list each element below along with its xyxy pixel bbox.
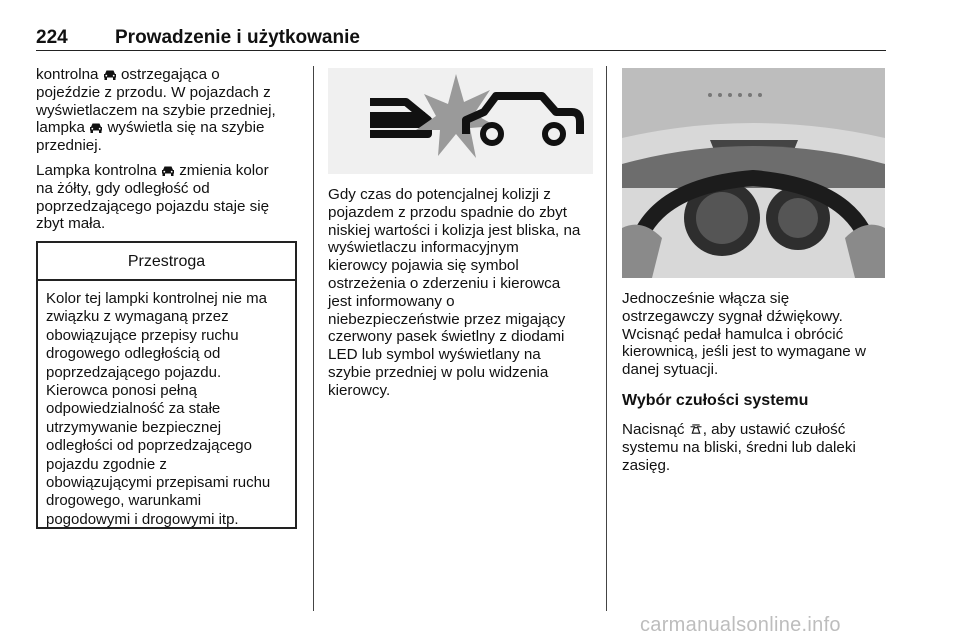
text-line: kierowcy pojawia się symbol <box>328 257 519 275</box>
car-front-icon <box>89 122 103 133</box>
text-line: ostrzeżenia o zderzeniu i kierowca <box>328 274 561 292</box>
collision-warning-figure <box>328 68 593 174</box>
caution-line: obowiązującymi przepisami ruchu <box>46 474 271 492</box>
text-line: kierownicą, jeśli jest to wymagane w <box>622 343 866 361</box>
right-column-text <box>622 290 892 474</box>
sensitivity-button-icon <box>689 424 703 435</box>
text-line: kierowcy. <box>328 381 391 399</box>
text-line: wyświetlaczu informacyjnym <box>328 239 519 257</box>
page-header <box>36 26 886 50</box>
text-line: niebezpieczeństwie przez migający <box>328 310 566 328</box>
paragraph-1: kontrolna ostrzegająca o pojeździe z przodu. W pojazdach z wyświetlaczem na szybie przedniej, lampka wyświetla się na szybie przedniej. <box>36 66 276 155</box>
dashboard-photo-icon <box>622 68 885 278</box>
column-divider-right <box>606 66 607 611</box>
caution-line: pogodowymi i drogowymi itp. <box>46 510 239 528</box>
section-subheading: Wybór czułości systemu <box>622 391 809 409</box>
middle-column-text <box>328 186 598 400</box>
caution-line: odległości od poprzedzającego <box>46 437 252 455</box>
caution-line: Kierowca ponosi pełną <box>46 382 197 400</box>
text-line: pojazdem z przodu spadnie do zbyt <box>328 203 567 221</box>
caution-line: poprzedzającego pojazdu. <box>46 363 222 381</box>
paragraph-2: Lampka kontrolna zmienia kolor na żółty, gdy odległość od poprzedzającego pojazdu staje się zbyt mała. <box>36 161 270 233</box>
watermark: carmanualsonline.info <box>640 614 841 636</box>
caution-text <box>46 290 296 529</box>
section-title: Prowadzenie i użytkowanie <box>115 27 360 48</box>
text-line: zasięg. <box>622 456 671 474</box>
header-divider <box>36 50 886 51</box>
caution-line: obowiązujące przepisy ruchu <box>46 326 239 344</box>
text-line: LED lub symbol wyświetlany na <box>328 346 541 364</box>
car-front-icon <box>161 165 175 176</box>
dashboard-figure <box>622 68 885 278</box>
text-line: Gdy czas do potencjalnej kolizji z <box>328 186 551 203</box>
caution-title: Przestroga <box>38 243 295 281</box>
text-line: Jednocześnie włącza się <box>622 290 790 307</box>
car-front-icon <box>103 69 117 80</box>
caution-line: odpowiedzialność za stałe <box>46 400 221 418</box>
left-column <box>36 66 306 233</box>
caution-line: drogowego, warunkami <box>46 492 202 510</box>
text-line: ostrzegawczy sygnał dźwiękowy. <box>622 307 843 325</box>
text-line: systemu na bliski, średni lub daleki <box>622 438 856 456</box>
text-line: Wcisnąć pedał hamulca i obrócić <box>622 325 844 343</box>
caution-line: związku z wymaganą przez <box>46 308 229 326</box>
text-line: Nacisnąć , aby ustawić czułość <box>622 420 846 438</box>
caution-line: Kolor tej lampki kontrolnej nie ma <box>46 290 267 307</box>
page-number: 224 <box>36 27 68 48</box>
text-line: danej sytuacji. <box>622 361 719 379</box>
text-line: jest informowany o <box>328 292 455 310</box>
caution-line: utrzymywanie bezpiecznej <box>46 418 222 436</box>
text-line: czerwony pasek świetlny z diodami <box>328 328 565 346</box>
caution-box <box>36 241 297 529</box>
text-line: niskiej wartości i kolizja jest bliska, na <box>328 221 581 239</box>
caution-line: drogowego odległością od <box>46 345 221 363</box>
caution-line: pojazdu zgodnie z <box>46 455 167 473</box>
text-line: szybie przedniej w polu widzenia <box>328 363 549 381</box>
collision-warning-icon <box>328 68 593 174</box>
column-divider-left <box>313 66 314 611</box>
